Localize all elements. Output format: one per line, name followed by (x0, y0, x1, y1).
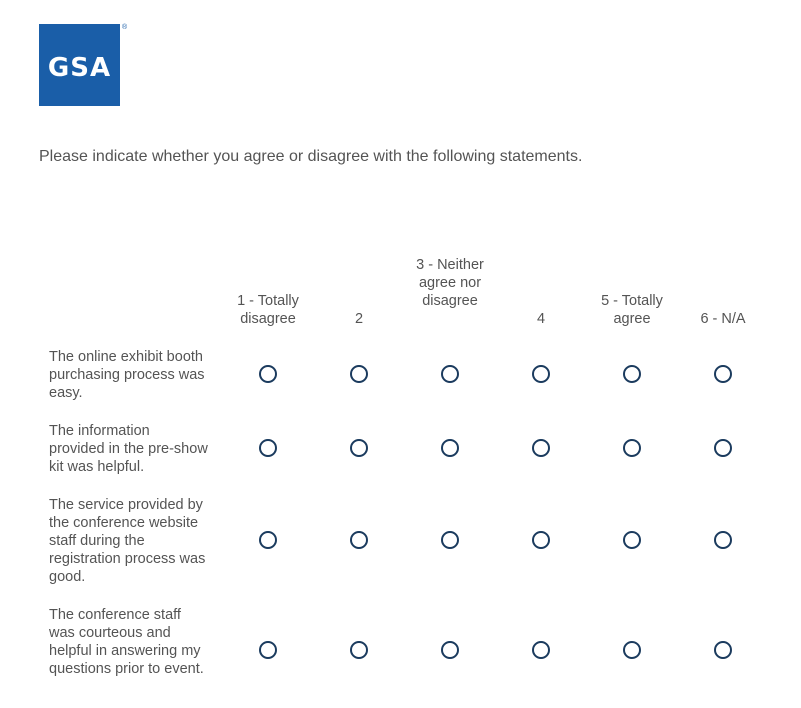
statement-2: The information provided in the pre-show kit was helpful. (49, 423, 208, 475)
radio-statement-2-option-1[interactable] (259, 439, 277, 457)
radio-statement-1-option-5[interactable] (623, 365, 641, 383)
statement-4: The conference staff was courteous and helpful in answering my questions prior to event. (49, 607, 204, 677)
radio-statement-3-option-5[interactable] (623, 531, 641, 549)
radio-statement-3-option-1[interactable] (259, 531, 277, 549)
radio-statement-1-option-1[interactable] (259, 365, 277, 383)
radio-statement-3-option-4[interactable] (532, 531, 550, 549)
radio-statement-2-option-4[interactable] (532, 439, 550, 457)
statement-1: The online exhibit booth purchasing process was easy. (49, 349, 205, 401)
column-header-5: 5 - Totally agree (601, 293, 663, 327)
radio-statement-1-option-2[interactable] (350, 365, 368, 383)
column-header-6: 6 - N/A (700, 311, 746, 327)
radio-statement-1-option-6[interactable] (714, 365, 732, 383)
radio-statement-2-option-2[interactable] (350, 439, 368, 457)
gsa-logo-text: GSA (47, 53, 112, 83)
radio-statement-3-option-6[interactable] (714, 531, 732, 549)
radio-statement-4-option-1[interactable] (259, 641, 277, 659)
radio-statement-3-option-2[interactable] (350, 531, 368, 549)
radio-statement-1-option-3[interactable] (441, 365, 459, 383)
radio-statement-4-option-2[interactable] (350, 641, 368, 659)
radio-statement-4-option-6[interactable] (714, 641, 732, 659)
column-header-4: 4 (536, 311, 546, 327)
radio-statement-3-option-3[interactable] (441, 531, 459, 549)
column-header-3: 3 - Neither agree nor disagree (416, 257, 484, 309)
registered-mark: ® (122, 24, 128, 31)
column-header-1: 1 - Totally disagree (237, 293, 299, 327)
radio-statement-1-option-4[interactable] (532, 365, 550, 383)
radio-statement-4-option-3[interactable] (441, 641, 459, 659)
survey-instructions: Please indicate whether you agree or disagree with the following statements. (39, 148, 583, 165)
radio-statement-2-option-3[interactable] (441, 439, 459, 457)
column-header-2: 2 (354, 311, 364, 327)
statement-3: The service provided by the conference website staff during the registration process was good. (49, 497, 206, 585)
radio-statement-4-option-4[interactable] (532, 641, 550, 659)
radio-statement-2-option-6[interactable] (714, 439, 732, 457)
radio-statement-4-option-5[interactable] (623, 641, 641, 659)
radio-statement-2-option-5[interactable] (623, 439, 641, 457)
